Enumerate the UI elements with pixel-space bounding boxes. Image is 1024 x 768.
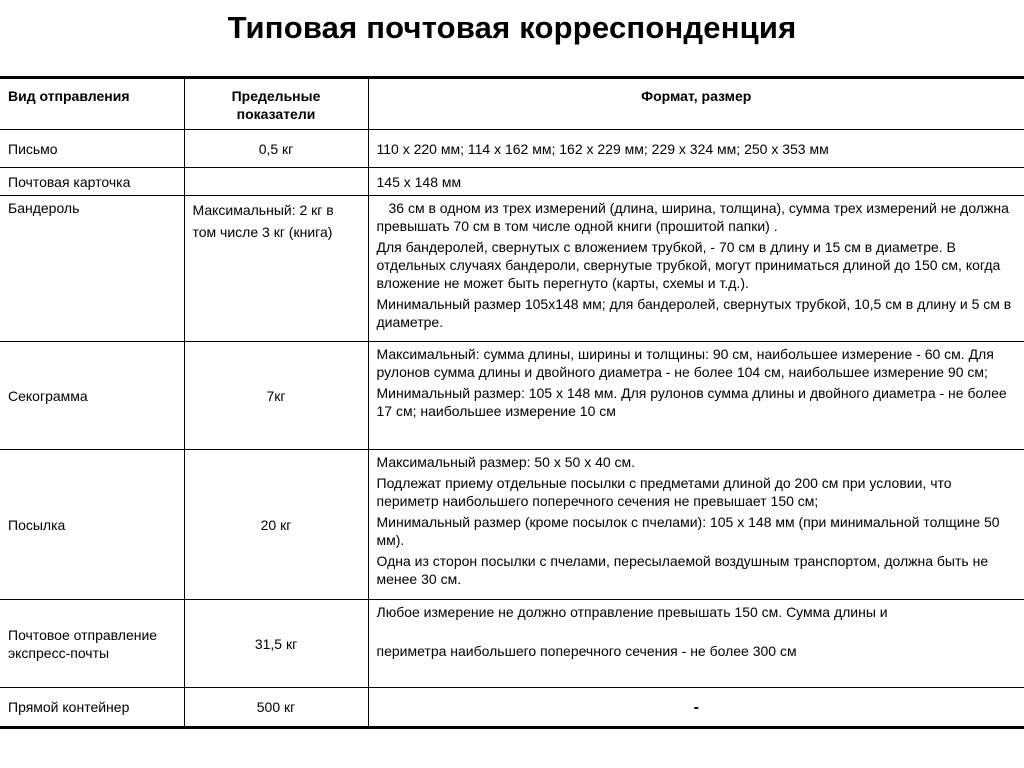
cell-limit: Максимальный: 2 кг в том числе 3 кг (книга) [184,196,368,342]
format-line: Минимальный размер: 105 х 148 мм. Для рулонов сумма длины и двойного диаметра - не более 17 см; наибольшее измерение 10 см [376,385,1007,419]
header-format: Формат, размер [368,78,1024,130]
cell-type: Бандероль [0,196,184,342]
format-line: периметра наибольшего поперечного сечения - не более 300 см [376,643,797,659]
format-line: 145 x 148 мм [376,173,462,190]
format-line: Минимальный размер 105х148 мм; для бандеролей, свернутых трубкой, 10,5 см в длину и 5 см в диаметре. [376,296,1012,330]
cell-type: Почтовая карточка [0,168,184,196]
table-row [0,450,1024,600]
table-header-row [0,78,1024,130]
format-line: Максимальный: сумма длины, ширины и толщины: 90 см, наибольшее измерение - 60 см. Для рулонов сумма длины и двойного диаметра - не более 104 см, наибольшее измерение 90 см; [376,346,994,380]
cell-limit: 20 кг [184,450,368,600]
mail-table [0,76,1024,729]
cell-limit: 500 кг [184,688,368,728]
header-limits: Предельные показатели [184,78,368,130]
cell-format [368,168,1024,196]
cell-format [368,196,1024,342]
format-line: Одна из сторон посылки с пчелами, пересылаемой воздушным транспортом, должна быть не менее 30 см. [376,553,989,587]
cell-limit: 7кг [184,342,368,450]
table-row [0,168,1024,196]
cell-format [368,688,1024,728]
table-row [0,342,1024,450]
cell-format [368,342,1024,450]
format-line: Подлежат приему отдельные посылки с предметами длиной до 200 см при условии, что периметр наибольшего поперечного сечения не превышает 150 см; [376,475,952,509]
cell-limit: 0,5 кг [184,130,368,168]
cell-format [368,450,1024,600]
format-line: - [693,698,699,716]
cell-type: Посылка [0,450,184,600]
cell-type: Секограмма [0,342,184,450]
format-line: Максимальный размер: 50 х 50 х 40 см. [376,454,636,470]
cell-type: Письмо [0,130,184,168]
format-line: Любое измерение не должно отправление превышать 150 см. Сумма длины и [376,604,888,620]
table-row [0,600,1024,688]
cell-format [368,600,1024,688]
cell-limit: 31,5 кг [184,600,368,688]
format-line: Для бандеролей, свернутых с вложением трубкой, - 70 см в длину и 15 см в диаметре. В отдельных случаях бандероли, свернутые трубкой, могут приниматься длиной до 150 см, когда вложение не может быть перегнуто (карты, схемы и т.д.). [376,239,1001,291]
format-line: Минимальный размер (кроме посылок с пчелами): 105 х 148 мм (при минимальной толщине 50 мм). [376,514,1000,548]
cell-type: Почтовое отправление экспресс-почты [0,600,184,688]
cell-format [368,130,1024,168]
cell-type: Прямой контейнер [0,688,184,728]
format-line: 110 x 220 мм; 114 x 162 мм; 162 x 229 мм; 229 x 324 мм; 250 x 353 мм [376,140,829,157]
page-title: Типовая почтовая корреспонденция [227,10,797,45]
table-row [0,196,1024,342]
format-line: 36 см в одном из трех измерений (длина, ширина, толщина), сумма трех измерений не должна превышать 70 см в том числе одной книги (прошитой папки) . [376,200,1009,234]
cell-limit [184,168,368,196]
table-row [0,130,1024,168]
table-row [0,688,1024,728]
header-type: Вид отправления [0,78,184,130]
